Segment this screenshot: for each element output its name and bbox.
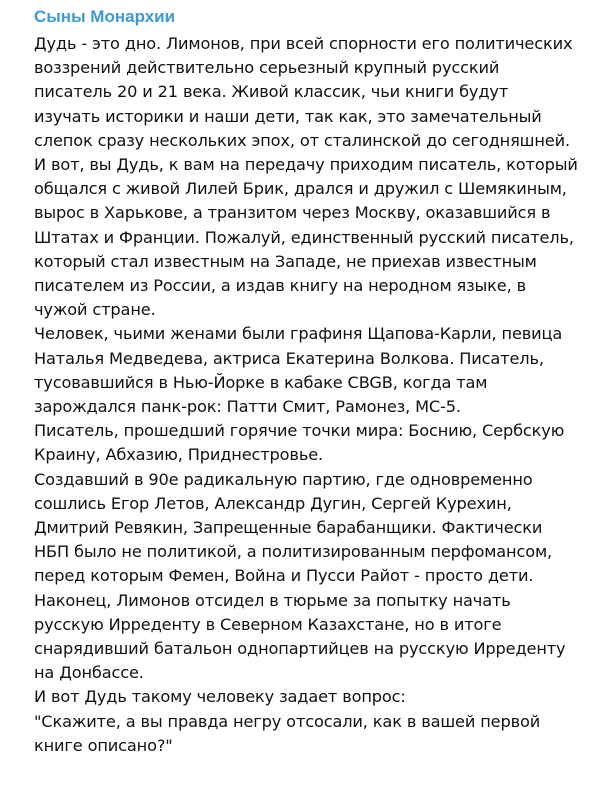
post-paragraph: Писатель, прошедший горячие точки мира: Боснию, Сербскую Краину, Абхазию, Приднестровье. <box>34 421 565 465</box>
post-paragraph: Создавший в 90е радикальную партию, где одновременно сошлись Егор Летов, Александр Дугин, Сергей Курехин, Дмитрий Ревякин, Запрещенные барабанщики. Фактически НБП было не политикой, а политизированным перфомансом, перед которым Фемен, Война и Пусси Райот - просто дети. <box>34 469 553 586</box>
post-text <box>34 32 578 758</box>
channel-name[interactable]: Сыны Монархии <box>34 7 176 26</box>
post-paragraph: И вот Дудь такому человеку задает вопрос: <box>34 687 406 707</box>
post-paragraph: Человек, чьими женами были графиня Щапова-Карли, певица Наталья Медведева, актриса Екатерина Волкова. Писатель, тусовавшийся в Нью-Йорке в кабаке CBGB, когда там зарождался панк-рок: Патти Смит, Рамонез, MC-5. <box>34 324 563 417</box>
post-paragraph: И вот, вы Дудь, к вам на передачу приходим писатель, который общался с живой Лилей Брик, дрался и дружил с Шемякиным, вырос в Харькове, а транзитом через Москву, оказавшийся в Штатах и Франции. Пожалуй, единственный русский писатель, который стал известным на Западе, не приехав известным писателем из России, а издав книгу на неродном языке, в чужой стране. <box>34 155 578 320</box>
post-paragraph: "Скажите, а вы правда негру отсосали, как в вашей первой книге описано?" <box>34 711 541 755</box>
post-paragraph: Наконец, Лимонов отсидел в тюрьме за попытку начать русскую Ирреденту в Северном Казахстане, но в итоге снарядивший батальон однопартийцев на русскую Ирреденту на Донбассе. <box>34 590 566 683</box>
post-paragraph: Дудь - это дно. Лимонов, при всей спорности его политических воззрений действительно серьезный крупный русский писатель 20 и 21 века. Живой классик, чьи книги будут изучать историки и наши дети, так как, это замечательный слепок сразу нескольких эпох, от сталинской до сегодняшней. <box>34 34 573 150</box>
